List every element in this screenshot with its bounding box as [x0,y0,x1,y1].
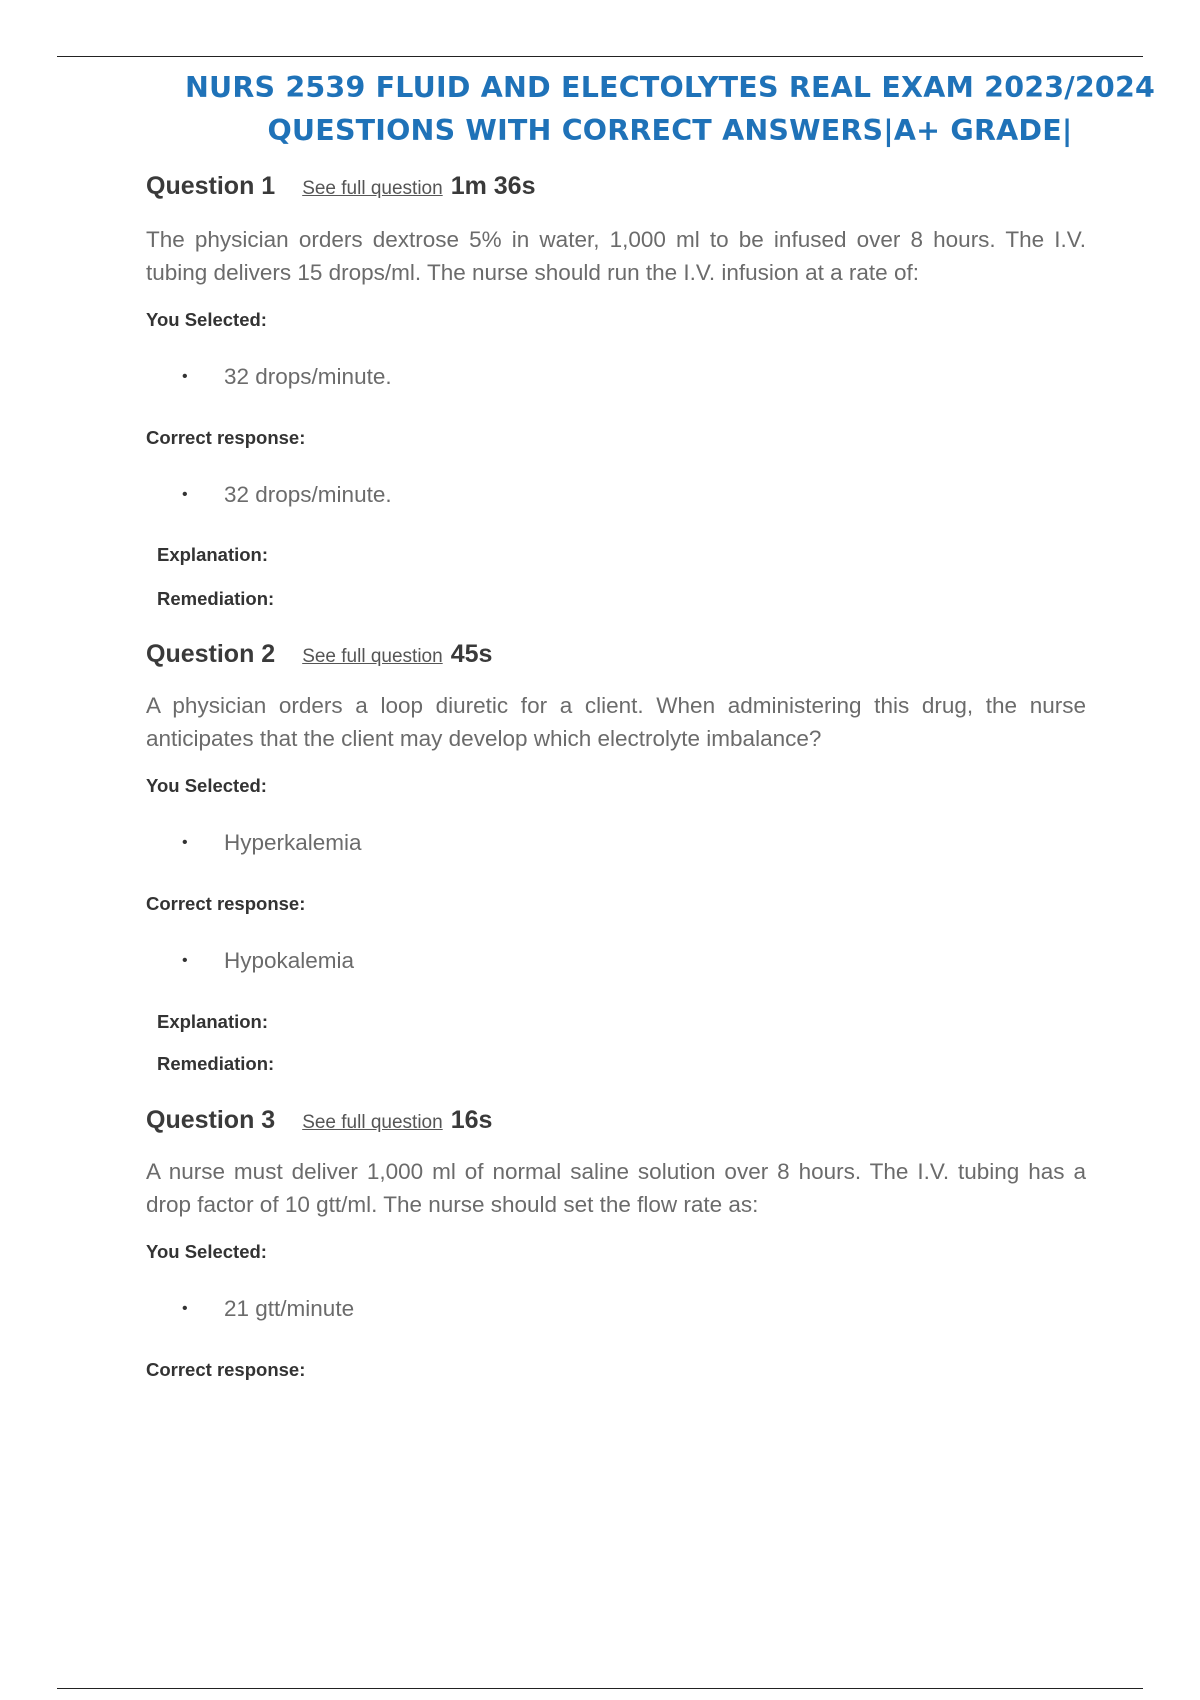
question-number: Question 2 [146,640,276,668]
question-header [146,640,1086,674]
title-line-2: QUESTIONS WITH CORRECT ANSWERS|A+ GRADE| [267,114,1073,147]
bullet-icon: • [182,368,188,385]
bullet-icon: • [182,834,188,851]
bullet-icon: • [182,1300,188,1317]
selected-answer [182,1296,354,1322]
question-text: The physician orders dextrose 5% in water, 1,000 ml to be infused over 8 hours. The I.V. tubing delivers 15 drops/ml. The nurse should run the I.V. infusion at a rate of: [146,227,1086,285]
selected-answer [182,830,362,856]
bottom-rule [57,1688,1143,1689]
correct-answer [182,482,392,508]
question-header [146,172,1086,206]
selected-answer-text: Hyperkalemia [224,830,362,855]
you-selected-label: You Selected: [146,309,267,330]
see-full-question-link[interactable]: See full question [302,1112,443,1133]
correct-response-label: Correct response: [146,893,306,914]
question-number: Question 3 [146,1106,276,1134]
selected-answer-text: 21 gtt/minute [224,1296,355,1321]
explanation-label: Explanation: [157,1011,269,1032]
correct-answer-text: 32 drops/minute. [224,482,392,507]
question-time: 16s [450,1106,493,1134]
question-3 [146,1106,1086,1406]
bullet-icon: • [182,952,188,969]
document-title [150,66,1190,152]
correct-response-label: Correct response: [146,1359,306,1380]
bullet-icon: • [182,486,188,503]
see-full-question-link[interactable]: See full question [302,646,443,667]
you-selected-label: You Selected: [146,1241,267,1262]
question-text: A nurse must deliver 1,000 ml of normal saline solution over 8 hours. The I.V. tubing has a drop factor of 10 gtt/ml. The nurse should set the flow rate as: [146,1159,1086,1217]
selected-answer [182,364,392,390]
correct-response-label: Correct response: [146,427,306,448]
question-1 [146,172,1086,612]
correct-answer-text: Hypokalemia [224,948,355,973]
selected-answer-text: 32 drops/minute. [224,364,392,389]
correct-answer [182,948,354,974]
question-header [146,1106,1086,1140]
question-time: 1m 36s [450,172,536,200]
you-selected-label: You Selected: [146,775,267,796]
see-full-question-link[interactable]: See full question [302,178,443,199]
remediation-label: Remediation: [157,588,275,609]
question-number: Question 1 [146,172,276,200]
question-2 [146,640,1086,1080]
remediation-label: Remediation: [157,1053,275,1074]
explanation-label: Explanation: [157,544,269,565]
title-line-1: NURS 2539 FLUID AND ELECTOLYTES REAL EXAM 2023/2024 [184,71,1156,104]
top-rule [57,56,1143,57]
question-text: A physician orders a loop diuretic for a client. When administering this drug, the nurse anticipates that the client may develop which electrolyte imbalance? [146,693,1086,751]
question-time: 45s [450,640,493,668]
